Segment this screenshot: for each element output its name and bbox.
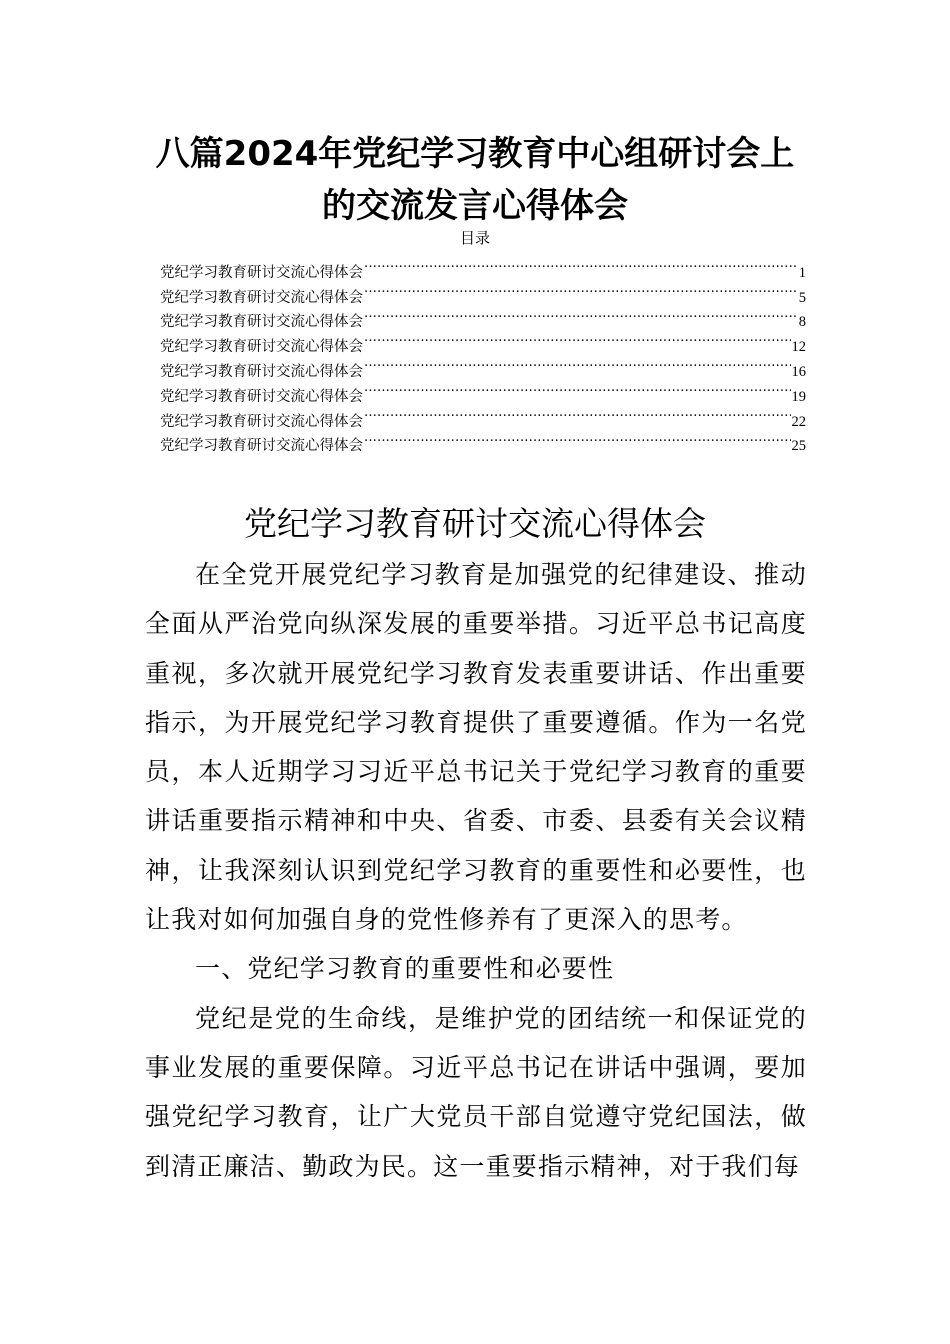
toc-entry-label: 党纪学习教育研讨交流心得体会 — [160, 314, 363, 331]
toc-entry-page: 19 — [791, 388, 806, 405]
toc-entry-page: 5 — [798, 289, 806, 306]
toc-dot-leader — [364, 252, 798, 277]
section-body — [145, 550, 807, 1191]
toc-entry[interactable] — [160, 252, 806, 281]
toc-entry-label: 党纪学习教育研讨交流心得体会 — [160, 363, 363, 380]
document-title-line2: 的交流发言心得体会 — [322, 186, 628, 226]
toc-dot-leader — [364, 401, 791, 426]
section-subheading: 一、党纪学习教育的重要性和必要性 — [195, 954, 615, 984]
toc-entry-page: 12 — [791, 339, 806, 356]
toc-dot-leader — [364, 376, 791, 401]
toc-entry-label: 党纪学习教育研讨交流心得体会 — [160, 438, 363, 455]
section-title: 党纪学习教育研讨交流心得体会 — [244, 504, 706, 543]
toc-dot-leader — [364, 326, 791, 351]
toc-entry-label: 党纪学习教育研讨交流心得体会 — [160, 413, 363, 430]
toc-entry-page: 1 — [798, 264, 806, 281]
table-of-contents — [160, 252, 806, 455]
body-paragraph: 在全党开展党纪学习教育是加强党的纪律建设、推动全面从严治党向纵深发展的重要举措。习近平总书记高度重视，多次就开展党纪学习教育发表重要讲话、作出重要指示，为开展党纪学习教育提供了重要遵循。作为一名党员，本人近期学习习近平总书记关于党纪学习教育的重要讲话重要指示精神和中央、省委、市委、县委有关会议精神，让我深刻认识到党纪学习教育的重要性和必要性，也让我对如何加强自身的党性修养有了更深入的思考。 — [145, 560, 807, 935]
toc-entry-label: 党纪学习教育研讨交流心得体会 — [160, 289, 363, 306]
toc-dot-leader — [364, 351, 791, 376]
body-paragraph: 党纪是党的生命线，是维护党的团结统一和保证党的事业发展的重要保障。习近平总书记在讲话中强调，要加强党纪学习教育，让广大党员干部自觉遵守党纪国法，做到清正廉洁、勤政为民。这一重要指示精神，对于我们每 — [145, 1003, 807, 1181]
toc-heading: 目录 — [459, 229, 490, 247]
toc-dot-leader — [364, 426, 791, 451]
toc-entry-page: 8 — [798, 314, 806, 331]
toc-dot-leader — [364, 277, 798, 302]
document-title — [120, 128, 830, 232]
toc-dot-leader — [364, 302, 798, 327]
toc-entry-page: 16 — [791, 363, 806, 380]
toc-entry-page: 25 — [791, 438, 806, 455]
toc-entry-label: 党纪学习教育研讨交流心得体会 — [160, 388, 363, 405]
toc-entry-page: 22 — [791, 413, 806, 430]
document-title-line1: 八篇2024年党纪学习教育中心组研讨会上 — [155, 134, 795, 174]
toc-entry-label: 党纪学习教育研讨交流心得体会 — [160, 339, 363, 356]
toc-entry-label: 党纪学习教育研讨交流心得体会 — [160, 264, 363, 281]
